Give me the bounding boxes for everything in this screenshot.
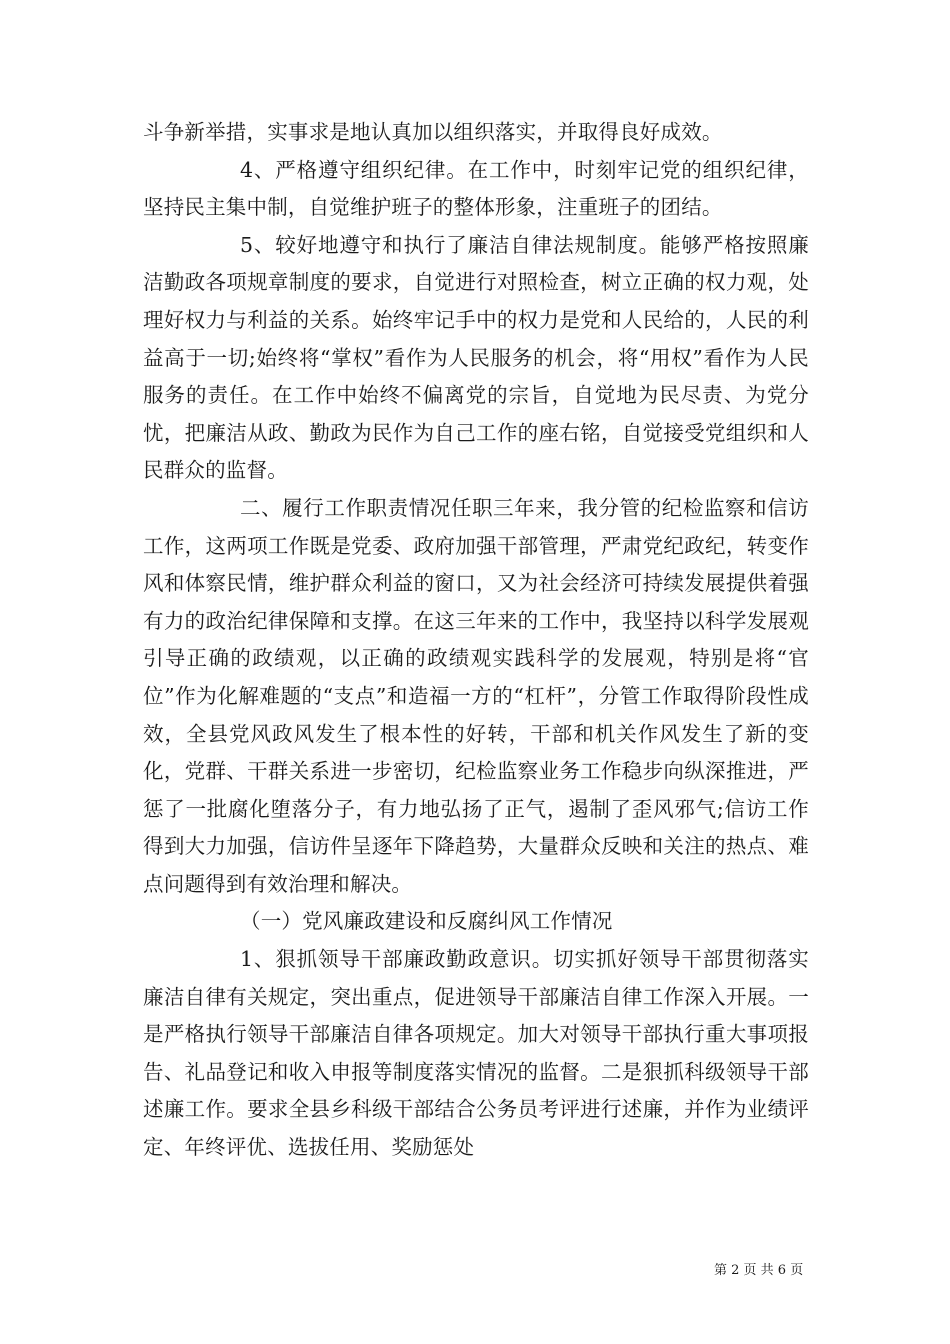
section-heading: （一）党风廉政建设和反腐纠风工作情况 [240,909,613,934]
document-body [143,114,809,1167]
paragraph-leadership-integrity: 1、狠抓领导干部廉政勤政意识。切实抓好领导干部贯彻落实廉洁自律有关规定，突出重点，促进领导干部廉洁自律工作深入开展。一是严格执行领导干部廉洁自律各项规定。加大对领导干部执行重大事项报告、礼品登记和收入申报等制度落实情况的监督。二是狠抓科级领导干部述廉工作。要求全县乡科级干部结合公务员考评进行述廉，并作为业绩评定、年终评优、选拔任用、奖励惩处 [143,947,809,1160]
paragraph-job-duties: 二、履行工作职责情况任职三年来，我分管的纪检监察和信访工作，这两项工作既是党委、政府加强干部管理，严肃党纪政纪，转变作风和体察民情，维护群众利益的窗口，又为社会经济可持续发展提供着强有力的政治纪律保障和支撑。在这三年来的工作中，我坚持以科学发展观引导正确的政绩观，以正确的政绩观实践科学的发展观，特别是将“官位”作为化解难题的“支点”和造福一方的“杠杆”，分管工作取得阶段性成效，全县党风政风发生了根本性的好转，干部和机关作风发生了新的变化，党群、干群关系进一步密切，纪检监察业务工作稳步向纵深推进，严惩了一批腐化堕落分子，有力地弘扬了正气，遏制了歪风邪气;信访工作得到大力加强，信访件呈逐年下降趋势，大量群众反映和关注的热点、难点问题得到有效治理和解决。 [143,495,809,896]
paragraph-integrity-rules: 5、较好地遵守和执行了廉洁自律法规制度。能够严格按照廉洁勤政各项规章制度的要求，自觉进行对照检查，树立正确的权力观，处理好权力与利益的关系。始终牢记手中的权力是党和人民给的，人民的利益高于一切;始终将“掌权”看作为人民服务的机会，将“用权”看作为人民服务的责任。在工作中始终不偏离党的宗旨，自觉地为民尽责、为党分忧，把廉洁从政、勤政为民作为自己工作的座右铭，自觉接受党组织和人民群众的监督。 [143,232,809,483]
paragraph-continuation: 斗争新举措，实事求是地认真加以组织落实，并取得良好成效。 [143,120,723,144]
page-number: 第 2 页 共 6 页 [714,1263,804,1278]
paragraph-organizational-discipline: 4、严格遵守组织纪律。在工作中，时刻牢记党的组织纪律，坚持民主集中制，自觉维护班子的整体形象，注重班子的团结。 [143,157,809,220]
